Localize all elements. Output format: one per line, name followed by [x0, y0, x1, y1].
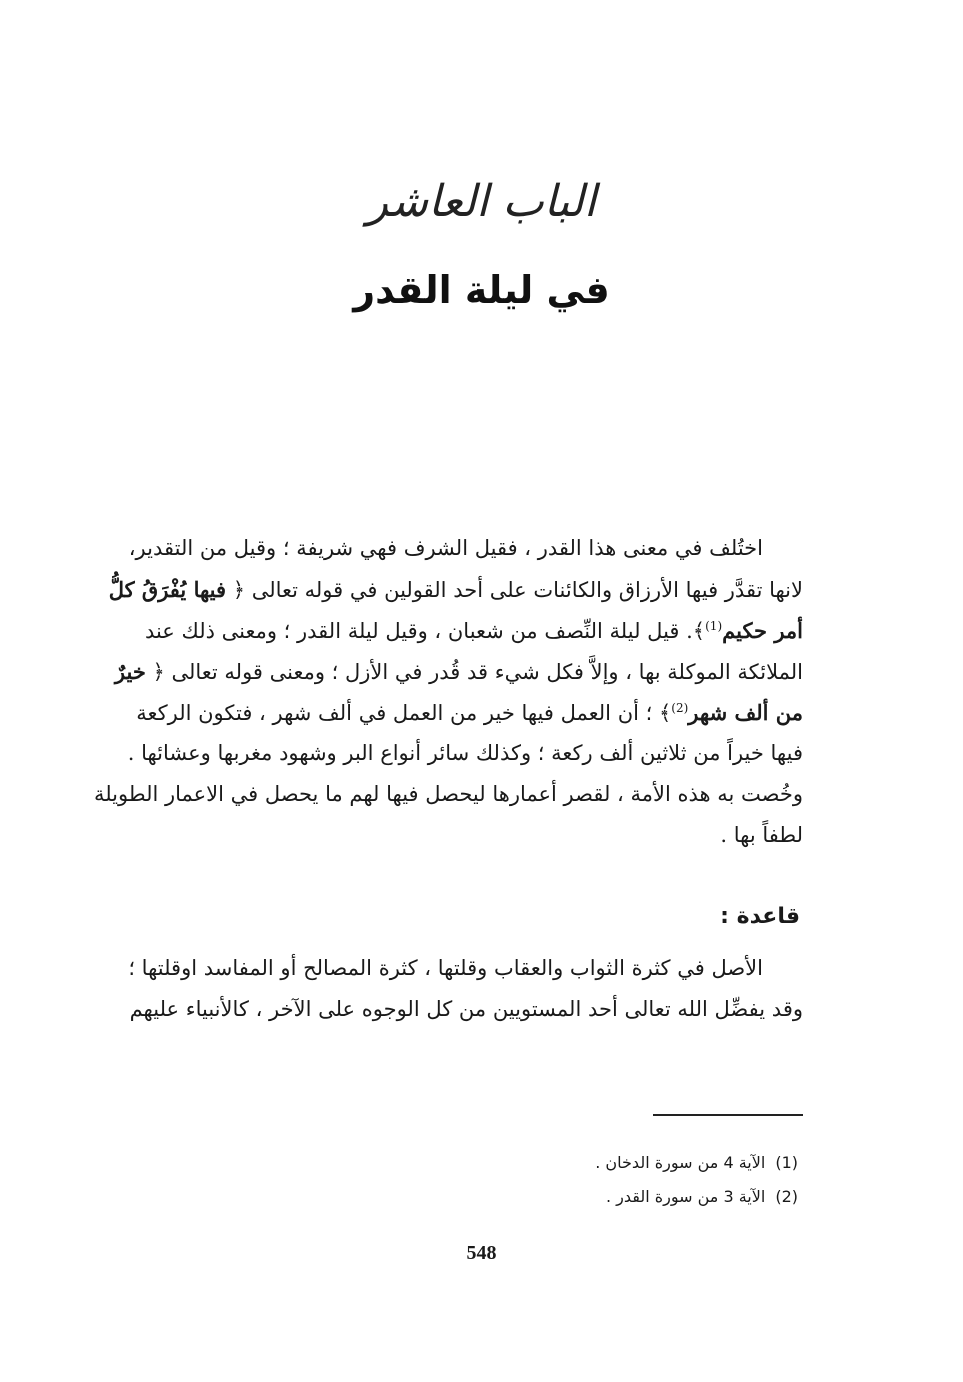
quran-quote: خيرٌ	[114, 659, 146, 684]
rule-line: وقد يفضِّل الله تعالى أحد المستويين من كل الوجوه على الآخر ، كالأنبياء عليهم	[129, 997, 803, 1021]
quran-quote: فيها يُفْرَقُ كلُّ	[108, 577, 227, 602]
body-text: لانها تقدَّر فيها الأرزاق والكائنات على أحد القولين في قوله تعالى ﴿	[226, 578, 803, 602]
body-text: فيها خيراً من ثلاثين ألف ركعة ؛ وكذلك سائر أنواع البر وشهود مغربها وعشائها .	[127, 741, 803, 765]
quran-quote: من ألف شهر	[688, 700, 803, 725]
body-text: اختُلف في معنى هذا القدر ، فقيل الشرف فهي شريفة ؛ وقيل من التقدير،	[128, 536, 763, 560]
footnote-text: الآية 3 من سورة القدر .	[605, 1187, 766, 1206]
body-text: وخُصت به هذه الأمة ، لقصر أعمارها ليحصل فيها لهم ما يحصل في الاعمار الطويلة	[93, 782, 803, 806]
rule-heading: قاعدة :	[720, 904, 800, 929]
body-line	[108, 569, 803, 610]
body-paragraph	[93, 528, 803, 856]
footnote-number: (2)	[775, 1187, 798, 1206]
body-text: لطفاً بها .	[720, 823, 803, 847]
body-text: ﴾. قيل ليلة النِّصف من شعبان ، وقيل ليلة القدر ؛ ومعنى ذلك عند	[144, 619, 706, 643]
footnote-ref: (1)	[705, 619, 723, 633]
footnote-number: (1)	[775, 1153, 798, 1172]
body-text: ﴾ ؛ أن العمل فيها خير من العمل في ألف شهر ، فتكون الركعة	[136, 701, 672, 725]
body-line	[93, 774, 803, 815]
rule-line: الأصل في كثرة الثواب والعقاب وقلتها ، كثرة المصالح أو المفاسد اوقلتها ؛	[128, 956, 763, 980]
body-line	[131, 692, 803, 733]
page-number: 548	[466, 1242, 497, 1264]
footnote-item	[595, 1180, 798, 1214]
body-line	[127, 733, 803, 774]
body-line	[131, 815, 803, 856]
rule-paragraph	[128, 948, 803, 1030]
body-line	[114, 651, 803, 692]
body-line	[131, 610, 803, 651]
body-line	[128, 528, 803, 569]
footnote-divider	[653, 1114, 803, 1116]
footnotes	[595, 1146, 798, 1214]
chapter-title: الباب العاشر	[366, 176, 597, 227]
footnote-text: الآية 4 من سورة الدخان .	[595, 1153, 766, 1172]
quran-quote: أمر حكيم	[722, 618, 803, 643]
footnote-item	[595, 1146, 798, 1180]
chapter-subtitle: في ليلة القدر	[353, 268, 610, 312]
footnote-ref: (2)	[671, 701, 689, 715]
body-text: الملائكة الموكلة بها ، وإلاَّ فكل شيء قد قُدر في الأزل ؛ ومعنى قوله تعالى ﴿	[145, 660, 803, 684]
